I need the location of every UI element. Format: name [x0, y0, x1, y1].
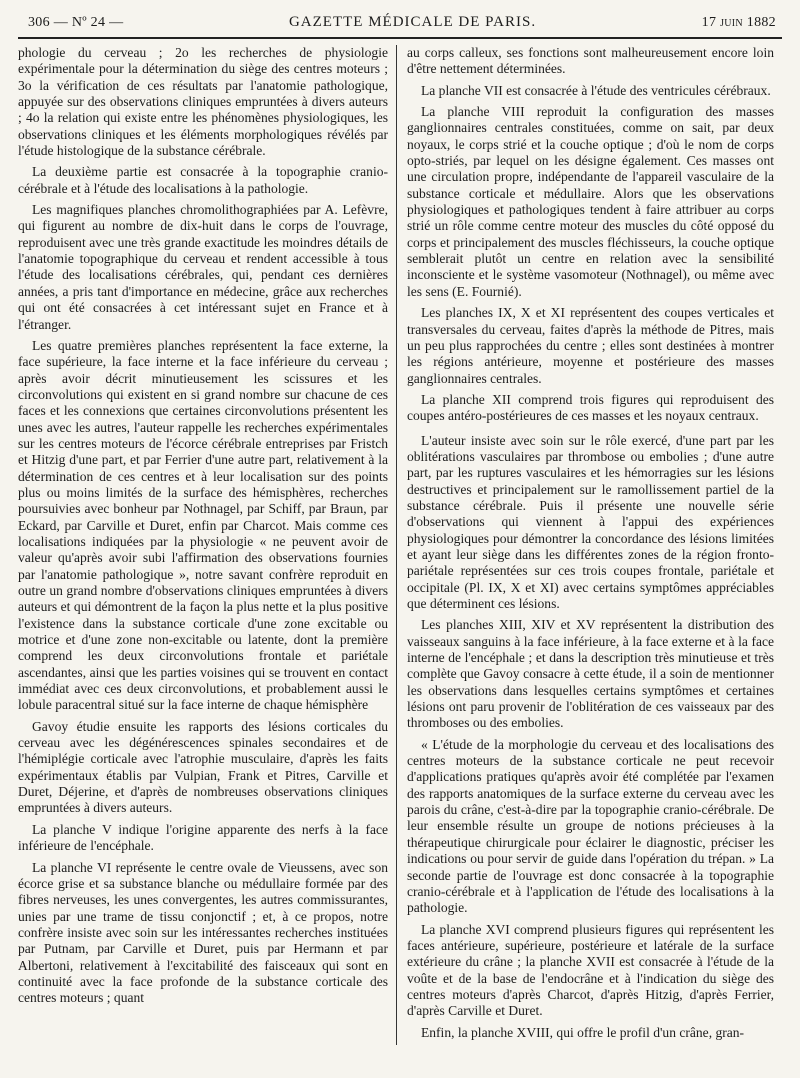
page-number: 306: [28, 15, 50, 30]
paragraph: La planche XVI comprend plusieurs figures qui représentent les faces antérieure, supérieure, postérieure et latérale de la surface extérieure du crâne ; la planche XVII est consacrée à l'étude de la voûte et de la base de l'endocrâne et à l'indication du siège des centres moteurs d'après Charcot, d'après Hitzig, d'après Ferrier, d'après Carville et Duret.: [407, 921, 774, 1019]
paragraph: La deuxième partie est consacrée à la topographie cranio-cérébrale et à l'étude des localisations à la pathologie.: [18, 164, 388, 196]
paragraph: La planche XII comprend trois figures qui reproduisent des coupes antéro-postérieures de ces masses et les noyaux centraux.: [407, 391, 774, 424]
left-column: [18, 45, 396, 1045]
page-number-issue: [28, 15, 123, 31]
paragraph: La planche VII est consacrée à l'étude des ventricules cérébraux.: [421, 82, 771, 98]
text-columns: [18, 45, 782, 1045]
date-day: 17: [701, 15, 717, 30]
date-month: juin: [720, 15, 743, 30]
paragraph: Gavoy étudie ensuite les rapports des lésions corticales du cerveau avec les dégénérescences spinales secondaires et de l'hémiplégie corticale avec l'atrophie musculaire, d'après les faits expérimentaux établis par Vulpian, Frank et Pitres, Carville et Duret, Déjerine, et d'après de nombreuses observations cliniques empruntées à divers auteurs.: [18, 718, 388, 816]
paragraph: Les quatre premières planches représentent la face externe, la face supérieure, la face interne et la face inférieure du cerveau ; après avoir décrit minutieusement les scissures et les circonvolutions qui existent en si grand nombre sur chacune de ces faces et les connexions que certaines circonvolutions présentent les unes avec les autres, l'auteur rappelle les recherches expérimentales sur les centres moteurs de l'écorce cérébrale entreprises par Fristch et Hitzig d'une part, et par Ferrier d'une autre part, relativement à la détermination de ces centres et à leur localisation sur des points plus ou moins limités de la surface des hémisphères, recherches poursuivies avec bonheur par Nothnagel, par Schiff, par Braun, par Eckard, par Carville et Duret, enfin par Charcot. Mais comme ces localisations indiquées par la physiologie « ne peuvent avoir de valeur qu'après avoir subi l'affirmation des observations fournies par l'anatomie pathologique », notre savant confrère reproduit en outre un grand nombre d'observations cliniques empruntées à divers auteurs et qui démontrent de la façon la plus nette et la plus positive l'existence dans la substance corticale d'une zone excitable ou motrice et d'une zone non-excitable ou latente, dont la première comprend les deux circonvolutions frontale et pariétale ascendantes, ainsi que les parties voisines qui se trouvent en contact immédiat avec ces deux circonvolutions, et probablement aussi le lobule paracentral situé sur la face interne de chaque hémisphère: [18, 337, 388, 713]
date-year: 1882: [746, 15, 776, 30]
paragraph: « L'étude de la morphologie du cerveau et des localisations des centres moteurs de la substance corticale ne peut recevoir d'applications pratiques qu'après avoir été complétée par l'examen des rapports anatomiques de la surface externe du cerveau avec les parois du crâne, c'est-à-dire par la topographie cranio-cérébrale. De leur ensemble résulte un groupe de notions précieuses à la thérapeutique chirurgicale pour éclairer le diagnostic, préciser les indications ou pour servir de guide dans l'opération du trépan. » La seconde partie de l'ouvrage est donc consacrée à la topographie cranio-cérébrale et à l'application de l'étude des localisations à la pathologie.: [407, 736, 774, 916]
page-header: [18, 14, 782, 39]
journal-title: GAZETTE MÉDICALE DE PARIS.: [288, 14, 537, 30]
paragraph: au corps calleux, ses fonctions sont malheureusement encore loin d'être nettement déterminées.: [407, 45, 774, 77]
right-column: [396, 45, 774, 1045]
paragraph: La planche VI représente le centre ovale de Vieussens, avec son écorce grise et sa substance blanche ou médullaire formée par des fibres nerveuses, les unes convergentes, les autres commissurantes, unies par une trame de tissu conjonctif ; et, à ce propos, notre confrère insiste avec soin sur les intéressantes recherches instituées par Putnam, par Carville et Duret, puis par Hermann et par Albertoni, relativement à l'excitabilité des faisceaux qui sont en continuité avec la face profonde de la substance corticale des centres moteurs ; quant: [18, 859, 388, 1006]
paragraph: L'auteur insiste avec soin sur le rôle exercé, d'une part par les oblitérations vasculaires par thrombose ou embolies ; d'une autre part, par les ruptures vasculaires et les hémorragies sur les lésions destructives et principalement sur le ramollissement partiel de la substance cérébrale. Puis il présente une nouvelle série d'observations qui viennent à l'appui des expériences physiologiques pour démontrer la concordance des lésions limitées et ayant leur siège dans les différentes zones de la région fronto-pariétale représentées sur ces trois coupes frontale, pariétale et occipitale (Pl. IX, X et XI) avec certains symptômes appréciables que déterminent ces lésions.: [407, 432, 774, 611]
paragraph: La planche VIII reproduit la configuration des masses ganglionnaires centrales constituées, comme on sait, par deux noyaux, le corps strié et la couche optique ; d'où le nom de corps opto-striés, par lequel on les désigne également. Ces masses ont une circulation propre, indépendante de l'appareil vasculaire de la substance corticale et médullaire. Alors que les observations physiologiques et pathologiques tendent à faire attribuer au corps strié un rôle comme centre moteur des muscles du côté opposé du corps et principalement des muscles fléchisseurs, la couche optique semblerait plutôt un centre en relation avec la sensibilité inconsciente et le système vasomoteur (Nothnagel), ou même avec les sens (E. Fournié).: [407, 104, 774, 299]
issue-number: — Nº 24 —: [53, 15, 124, 30]
paragraph: La planche V indique l'origine apparente des nerfs à la face inférieure de l'encéphale.: [18, 821, 388, 854]
paragraph: Les planches XIII, XIV et XV représentent la distribution des vaisseaux sanguins à la face inférieure, à la face externe et à la face interne de l'encéphale ; et dans la description très minutieuse et très complète que Gavoy consacre à cette étude, il a soin de mentionner les observations dans lesquelles certains symptômes et certaines lésions ont paru provenir de l'oblitération de ces vaisseaux par des thromboses ou des embolies.: [407, 617, 774, 731]
issue-date: [702, 15, 776, 31]
paragraph: Enfin, la planche XVIII, qui offre le profil d'un crâne, gran-: [421, 1024, 745, 1040]
paragraph: Les planches IX, X et XI représentent des coupes verticales et transversales du cerveau, faites d'après la méthode de Pitres, mais un peu plus rapprochées du centre ; elles sont destinées à montrer les régions antérieure, moyenne et postérieure des masses ganglionnaires centrales.: [407, 305, 774, 386]
paragraph: phologie du cerveau ; 2o les recherches de physiologie expérimentale pour la détermination du siège des centres moteurs ; 3o la vérification de ces résultats par l'anatomie pathologique, appuyée sur des observations cliniques empruntées à divers auteurs ; 4o la relation qui existe entre les phénomènes physiologiques, les observations cliniques et les éléments morphologiques révélés par l'étude histologique de la substance cérébrale.: [18, 45, 388, 159]
paragraph: Les magnifiques planches chromolithographiées par A. Lefèvre, qui figurent au nombre de dix-huit dans le corps de l'ouvrage, reproduisent avec une très grande exactitude les moindres détails de l'anatomie topographique du cerveau et rendent accessible à tous l'étude des localisations cérébrales, qui, pendant ces dernières années, a pris tant d'importance en médecine, grâce aux recherches qui ont été consacrées à cet intéressant sujet en France et à l'étranger.: [18, 202, 388, 332]
